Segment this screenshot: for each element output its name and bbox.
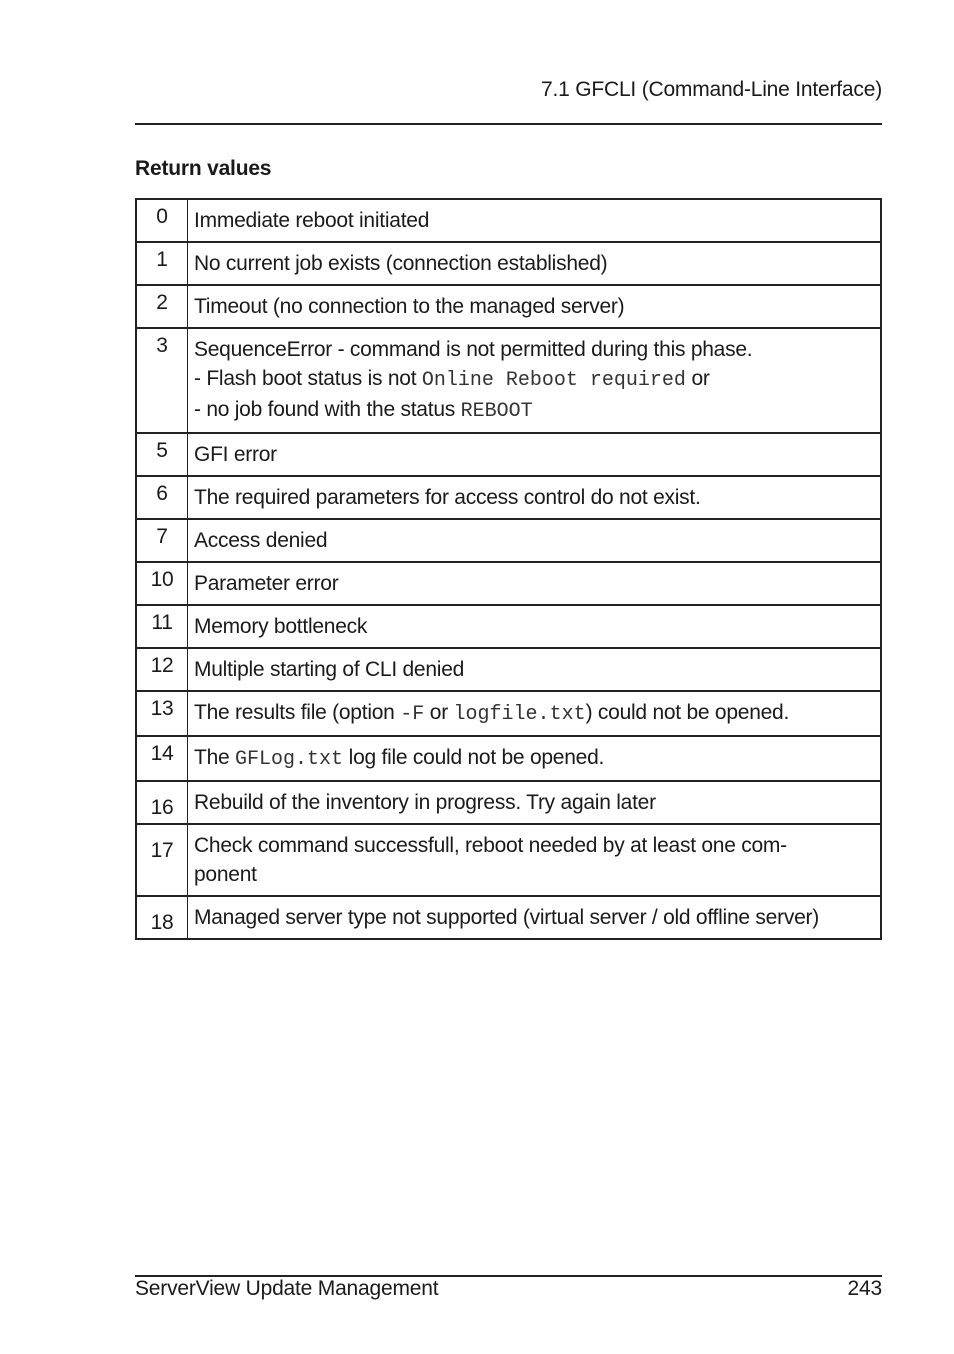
return-description: Access denied <box>188 519 882 562</box>
return-description: GFI error <box>188 433 882 476</box>
page-number: 243 <box>847 1277 882 1300</box>
description-text: or <box>424 701 454 724</box>
table-row <box>136 519 881 562</box>
return-code: 3 <box>136 328 188 433</box>
description-text: - Flash boot status is not <box>194 367 422 390</box>
return-code: 2 <box>136 285 188 328</box>
return-description: Rebuild of the inventory in progress. Try again later <box>188 781 882 824</box>
description-text: ) could not be opened. <box>585 701 790 724</box>
header-rule <box>135 123 882 125</box>
table-row <box>136 285 881 328</box>
return-code: 13 <box>136 691 188 736</box>
return-code: 0 <box>136 199 188 242</box>
return-description: Timeout (no connection to the managed server) <box>188 285 882 328</box>
return-code: 5 <box>136 433 188 476</box>
code-literal: REBOOT <box>460 400 533 423</box>
return-description: Managed server type not supported (virtual server / old offline server) <box>188 896 882 939</box>
description-line: Check command successfull, reboot needed by at least one com- <box>194 834 787 857</box>
description-text: The <box>194 746 236 769</box>
table-row <box>136 199 881 242</box>
description-line <box>194 395 874 426</box>
code-literal: logfile.txt <box>453 703 586 726</box>
code-literal: GFLog.txt <box>235 748 344 771</box>
return-code: 18 <box>136 896 188 939</box>
return-description <box>188 736 882 781</box>
table-row <box>136 896 881 939</box>
return-code: 17 <box>136 824 188 896</box>
table-row <box>136 605 881 648</box>
table-row <box>136 433 881 476</box>
return-code: 14 <box>136 736 188 781</box>
code-literal: -F <box>400 703 425 726</box>
return-description: No current job exists (connection established) <box>188 242 882 285</box>
return-code: 6 <box>136 476 188 519</box>
return-description: Immediate reboot initiated <box>188 199 882 242</box>
table-row <box>136 562 881 605</box>
return-description <box>188 691 882 736</box>
return-description: Parameter error <box>188 562 882 605</box>
footer-document-title: ServerView Update Management <box>135 1277 439 1300</box>
section-title: Return values <box>135 157 272 180</box>
return-code: 16 <box>136 781 188 824</box>
description-line: ponent <box>194 863 257 886</box>
table-row <box>136 328 881 433</box>
running-header: 7.1 GFCLI (Command-Line Interface) <box>540 78 882 101</box>
return-description: Multiple starting of CLI denied <box>188 648 882 691</box>
description-text: or <box>685 367 710 390</box>
table-row <box>136 824 881 896</box>
table-row <box>136 476 881 519</box>
table-row <box>136 242 881 285</box>
return-code: 12 <box>136 648 188 691</box>
table-row <box>136 691 881 736</box>
return-description <box>188 328 882 433</box>
return-description: Memory bottleneck <box>188 605 882 648</box>
return-values-table <box>135 198 882 940</box>
description-text: - no job found with the status <box>194 398 461 421</box>
return-code: 7 <box>136 519 188 562</box>
description-text: The results file (option <box>194 701 401 724</box>
return-code: 10 <box>136 562 188 605</box>
return-code: 1 <box>136 242 188 285</box>
table-row <box>136 736 881 781</box>
return-description: The required parameters for access control do not exist. <box>188 476 882 519</box>
table-row <box>136 648 881 691</box>
table-row <box>136 781 881 824</box>
code-literal: Online Reboot required <box>421 369 686 392</box>
description-line <box>194 364 874 395</box>
description-text: log file could not be opened. <box>343 746 605 769</box>
return-description <box>188 824 882 896</box>
description-line: SequenceError - command is not permitted during this phase. <box>194 338 753 361</box>
return-code: 11 <box>136 605 188 648</box>
